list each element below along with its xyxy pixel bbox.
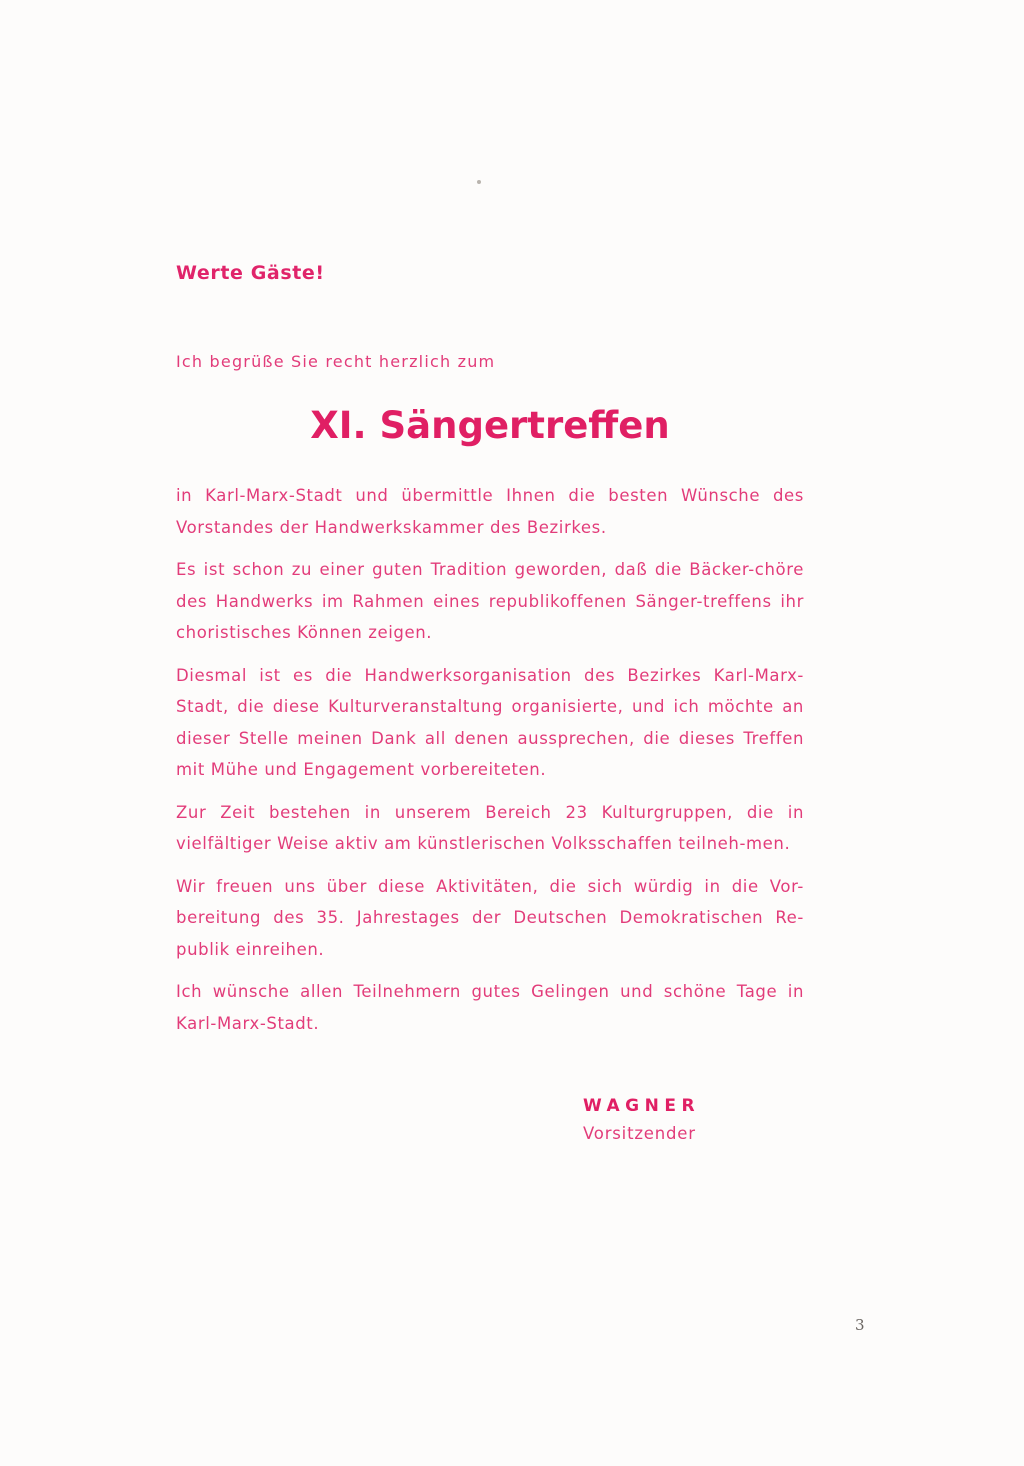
paragraph-3: Diesmal ist es die Handwerksorganisation des Bezirkes Karl-Marx-Stadt, die diese Kulturveranstaltung organisierte, und ich möchte an dieser Stelle meinen Dank all denen aussprechen, die dieses Treffen mit Mühe und Engagement vorbereiteten. [176,665,804,779]
paper-speck [477,180,481,184]
salutation: Werte Gäste! [176,262,325,284]
page-number: 3 [855,1316,865,1334]
letter-body [176,480,804,1050]
signature-name: WAGNER [583,1096,701,1116]
paragraph-5: Wir freuen uns über diese Aktivitäten, die sich würdig in die Vor-bereitung des 35. Jahrestages der Deutschen Demokratischen Re-publik einreihen. [176,876,804,959]
signature-block [583,1096,700,1143]
paragraph-6: Ich wünsche allen Teilnehmern gutes Gelingen und schöne Tage in Karl-Marx-Stadt. [176,982,804,1033]
event-title: XI. Sängertreffen [310,404,670,447]
paragraph-4: Zur Zeit bestehen in unserem Bereich 23 Kulturgruppen, die in vielfältiger Weise aktiv am künstlerischen Volksschaffen teilneh-men. [176,802,804,853]
paragraph-2: Es ist schon zu einer guten Tradition geworden, daß die Bäcker-chöre des Handwerks im Rahmen eines republikoffenen Sänger-treffens ihr choristisches Können zeigen. [176,560,804,642]
signature-role: Vorsitzender [583,1124,696,1143]
intro-line: Ich begrüße Sie recht herzlich zum [176,352,496,371]
paragraph-1: in Karl-Marx-Stadt und übermittle Ihnen die besten Wünsche des Vorstandes der Handwerkskammer des Bezirkes. [176,486,804,537]
